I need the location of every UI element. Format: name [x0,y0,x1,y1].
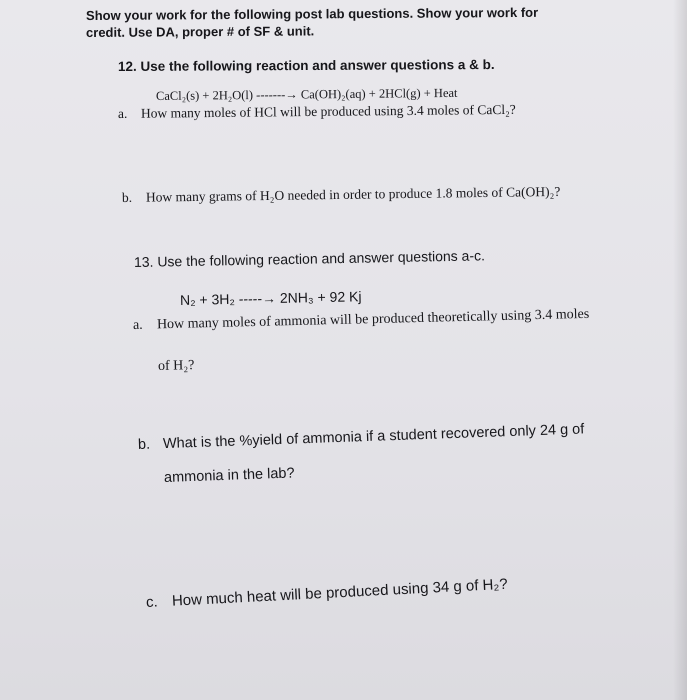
q12-a-marker: a. [117,105,128,121]
q12-a-text: How many moles of HCl will be produced using 3.4 moles of CaCl₂? [140,101,516,121]
q13-a-text-line-1: How many moles of ammonia will be produced theoretically using 3.4 moles [156,306,590,333]
q12-part-b [122,184,560,206]
q13-part-b-line-1 [138,421,585,453]
q13-reaction-equation: N₂ + 3H₂ -----→ 2NH₃ + 92 Kj [179,288,362,308]
q13-heading: 13. Use the following reaction and answer questions a-c. [133,247,486,270]
q13-a-text-line-2: of H₂? [157,358,195,374]
q12-part-a [118,102,516,122]
q12-b-text: How many grams of H₂O needed in order to produce 1.8 moles of Ca(OH)₂? [145,183,561,205]
q13-b-marker: b. [137,436,151,453]
q13-b-text-line-1: What is the %yield of ammonia if a student recovered only 24 g of [162,421,585,453]
q13-c-marker: c. [145,593,159,611]
q13-c-text: How much heat will be produced using 34 g of H₂? [171,575,508,610]
page-edge-shadow [673,0,687,700]
q12-b-marker: b. [121,189,133,205]
q13-b-text-line-2: ammonia in the lab? [163,465,295,486]
instructions-line-1: Show your work for the following post lab questions. Show your work for [85,4,539,23]
q13-a-marker: a. [132,317,143,333]
instructions-line-2: credit. Use DA, proper # of SF & unit. [85,23,315,40]
q13-part-a-line-1 [133,307,590,334]
q13-part-c [146,576,508,611]
q12-heading: 12. Use the following reaction and answer questions a & b. [117,57,495,74]
q12-reaction-equation: CaCl₂(s) + 2H₂O(l) -------→ Ca(OH)₂(aq) + 2HCl(g) + Heat [155,85,458,103]
